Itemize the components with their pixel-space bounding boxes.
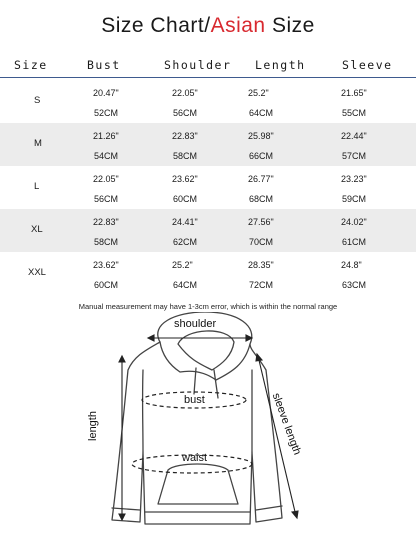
- cm-cell: 52CM: [94, 108, 119, 118]
- inch-cell: 25.2": [248, 88, 269, 98]
- inch-cell: 26.77": [248, 174, 274, 184]
- inch-cell: 21.26": [93, 131, 119, 141]
- cm-cell: 59CM: [342, 194, 367, 204]
- cm-cell: 60CM: [94, 280, 119, 290]
- drawstring-right: [214, 370, 218, 398]
- cm-cell: 62CM: [173, 237, 198, 247]
- cuff-left: [112, 508, 140, 510]
- waist-label: waist: [182, 452, 208, 464]
- size-cell: S: [34, 95, 41, 106]
- table-row: [0, 123, 416, 166]
- cm-cell: 58CM: [94, 237, 119, 247]
- table-row: [0, 166, 416, 209]
- table-row: [0, 252, 416, 295]
- shoulder-label: shoulder: [174, 318, 217, 330]
- inch-cell: 21.65": [341, 88, 367, 98]
- inch-cell: 22.83": [172, 131, 198, 141]
- inch-cell: 25.98": [248, 131, 274, 141]
- inch-cell: 24.02": [341, 217, 367, 227]
- header-length: Length: [255, 58, 306, 72]
- header-shoulder: Shoulder: [164, 58, 232, 72]
- table-row: [0, 209, 416, 252]
- inch-cell: 22.05": [172, 88, 198, 98]
- inch-cell: 25.2": [172, 260, 193, 270]
- inch-cell: 24.8": [341, 260, 362, 270]
- size-cell: XXL: [28, 267, 46, 278]
- length-label: length: [86, 411, 99, 441]
- title-main: Size Chart/: [101, 14, 211, 37]
- table-header: [0, 53, 416, 78]
- size-cell: XL: [31, 224, 43, 235]
- inch-cell: 27.56": [248, 217, 274, 227]
- bust-label: bust: [184, 394, 205, 406]
- size-cell: L: [34, 181, 40, 192]
- cm-cell: 58CM: [173, 151, 198, 161]
- inch-cell: 22.05": [93, 174, 119, 184]
- header-sleeve: Sleeve: [342, 58, 393, 72]
- header-bust: Bust: [87, 58, 121, 72]
- hoodie-body: [112, 342, 282, 524]
- cm-cell: 56CM: [173, 108, 198, 118]
- cm-cell: 56CM: [94, 194, 119, 204]
- cm-cell: 68CM: [249, 194, 274, 204]
- sleeve-length-label: sleeve length: [269, 391, 304, 457]
- measurement-note: Manual measurement may have 1-3cm error, which is within the normal range: [78, 302, 338, 311]
- hood-inner: [178, 331, 234, 370]
- kangaroo-pocket: [158, 464, 238, 504]
- inch-cell: 28.35": [248, 260, 274, 270]
- inch-cell: 24.41": [172, 217, 198, 227]
- inch-cell: 20.47": [93, 88, 119, 98]
- cm-cell: 63CM: [342, 280, 367, 290]
- cm-cell: 72CM: [249, 280, 274, 290]
- cm-cell: 54CM: [94, 151, 119, 161]
- header-size: Size: [14, 58, 48, 72]
- table-row: [0, 80, 416, 123]
- cm-cell: 61CM: [342, 237, 367, 247]
- inch-cell: 23.23": [341, 174, 367, 184]
- inch-cell: 23.62": [172, 174, 198, 184]
- inch-cell: 22.44": [341, 131, 367, 141]
- hoodie-diagram: [0, 312, 416, 536]
- cm-cell: 60CM: [173, 194, 198, 204]
- cm-cell: 55CM: [342, 108, 367, 118]
- chart-title: [0, 14, 416, 38]
- cuff-right: [256, 506, 282, 510]
- cm-cell: 70CM: [249, 237, 274, 247]
- cm-cell: 64CM: [249, 108, 274, 118]
- inch-cell: 23.62": [93, 260, 119, 270]
- inch-cell: 22.83": [93, 217, 119, 227]
- title-accent: Asian: [210, 14, 266, 37]
- cm-cell: 57CM: [342, 151, 367, 161]
- cm-cell: 64CM: [173, 280, 198, 290]
- size-cell: M: [34, 138, 42, 149]
- title-tail: Size: [265, 14, 315, 37]
- cm-cell: 66CM: [249, 151, 274, 161]
- length-measure: [119, 356, 125, 520]
- shoulder-measure: [148, 335, 252, 341]
